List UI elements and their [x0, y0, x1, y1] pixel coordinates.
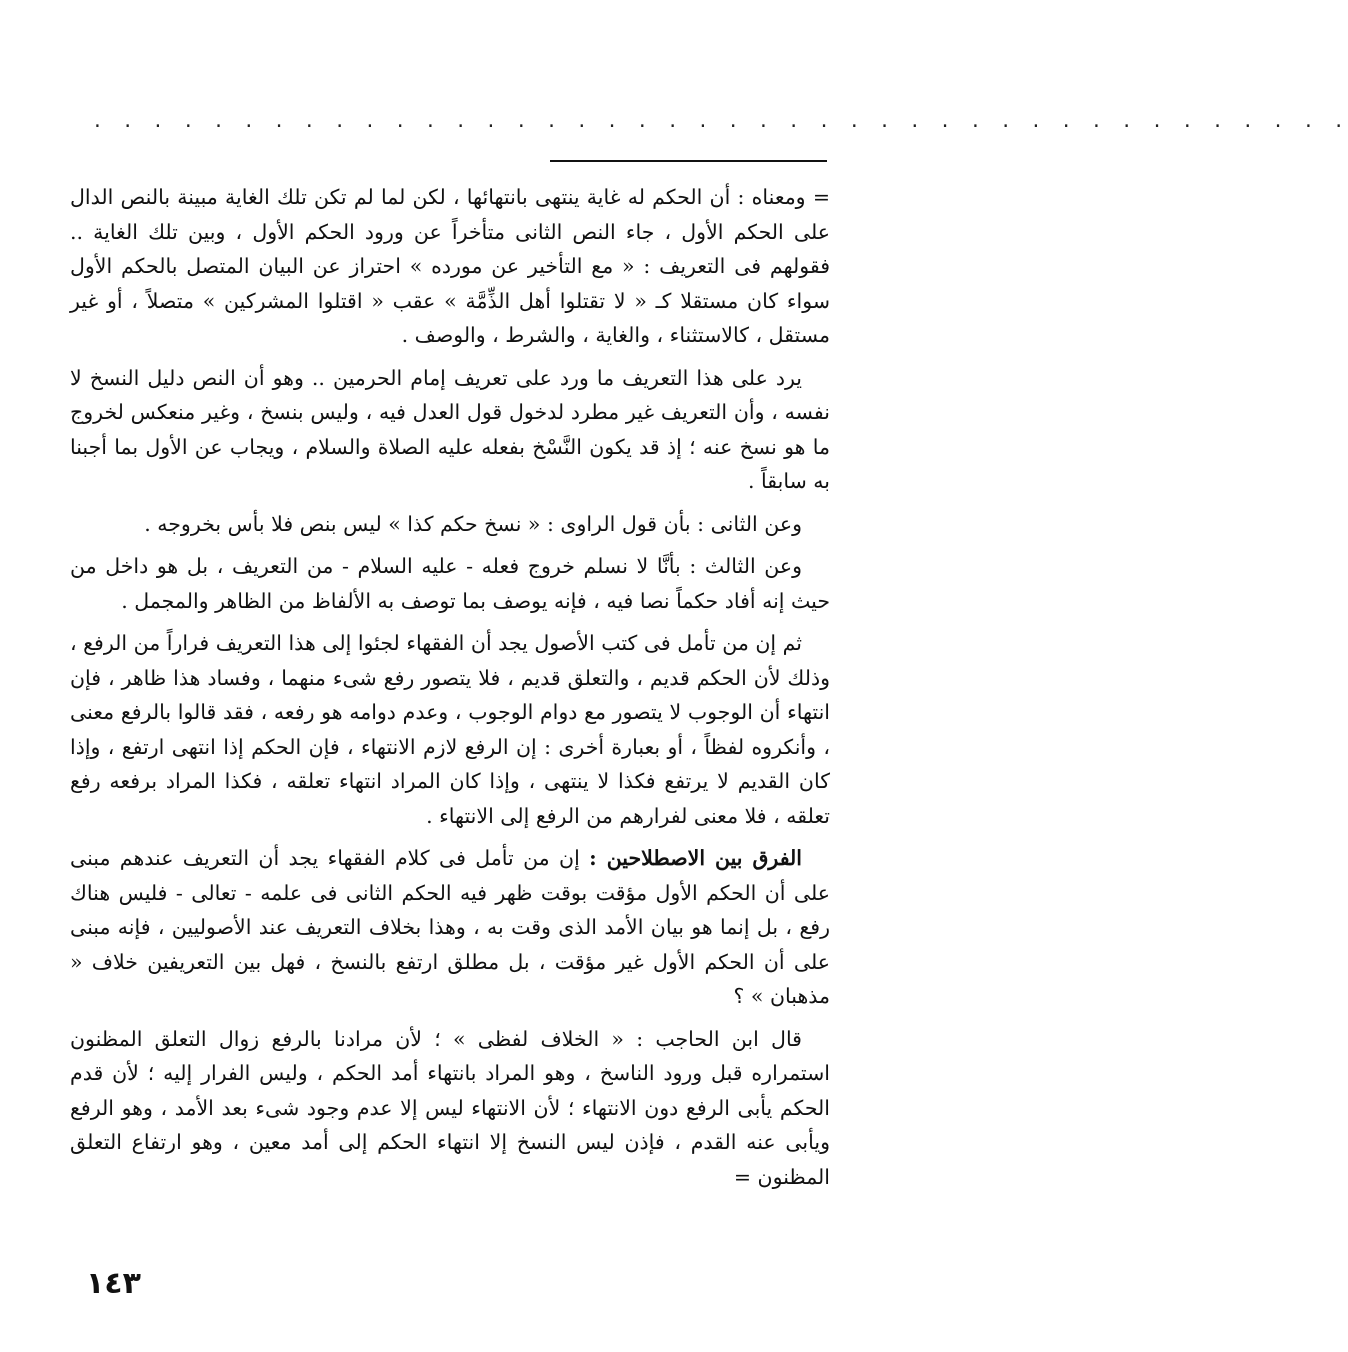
paragraph-text: = ومعناه : أن الحكم له غاية ينتهى بانتهائها ، لكن لما لم تكن تلك الغاية مبينة بالنص الدال على الحكم الأول ، جاء النص الثانى متأخراً عن ورود الحكم الأول ، وبين تلك الغاية .. فقولهم فى التعريف : « مع التأخير عن مورده » احتراز عن البيان المتصل بالحكم الأول سواء كان مستقلا كـ « لا تقتلوا أهل الذِّمَّة » عقب « اقتلوا المشركين » متصلاً ، أو غير مستقل ، كالاستثناء ، والغاية ، والشرط ، والوصف . [70, 185, 830, 347]
footnote-rule [550, 160, 827, 162]
paragraph-5 [70, 626, 830, 833]
separator-dots: . . . . . . . . . . . . . . . . . . . . . . . . . . . . . . . . . . . . . . . . . . [92, 111, 1348, 132]
paragraph-4 [70, 549, 830, 618]
paragraph-text: قال ابن الحاجب : « الخلاف لفظى » ؛ لأن مرادنا بالرفع زوال التعلق المظنون استمراره قبل ورود الناسخ ، وهو المراد بانتهاء أمد الحكم ، وليس الفرار إليه ؛ لأن قدم الحكم يأبى الرفع دون الانتهاء ؛ لأن الانتهاء ليس إلا عدم وجود شىء بعد الأمد ، وهو الرفع ويأبى عنه القدم ، فإذن ليس النسخ إلا انتهاء الحكم إلى أمد معين ، وهو ارتفاع التعلق المظنون = [70, 1026, 830, 1189]
paragraph-2 [70, 361, 830, 499]
page-number: ١٤٣ [86, 1266, 141, 1301]
paragraph-text: ثم إن من تأمل فى كتب الأصول يجد أن الفقهاء لجئوا إلى هذا التعريف فراراً من الرفع ، وذلك لأن الحكم قديم ، والتعلق قديم ، فلا يتصور رفع شىء منهما ، وفساد هذا ظاهر ، فإن انتهاء أن الوجوب لا يتصور مع دوام الوجوب ، وعدم دوامه هو رفعه ، فقد قالوا بالرفع معنى ، وأنكروه لفظاً ، أو بعبارة أخرى : إن الرفع لازم الانتهاء ، فإن الحكم إذا انتهى ارتفع ، وإذا كان القديم لا يرتفع فكذا لا ينتهى ، وإذا كان المراد انتهاء تعلقه ، فكذا المراد برفعه رفع تعلقه ، فلا معنى لفرارهم من الرفع إلى الانتهاء . [70, 631, 830, 828]
paragraph-7 [70, 1022, 830, 1195]
paragraph-text: وعن الثانى : بأن قول الراوى : « نسخ حكم كذا » ليس بنص فلا بأس بخروجه . [144, 511, 802, 536]
paragraph-3 [70, 507, 830, 542]
paragraph-6 [70, 841, 830, 1014]
paragraph-text: إن من تأمل فى كلام الفقهاء يجد أن التعريف عندهم مبنى على أن الحكم الأول مؤقت بوقت ظهر فيه الحكم الثانى فى علمه - تعالى - فليس هناك رفع ، بل إنما هو بيان الأمد الذى وقت به ، وهذا بخلاف التعريف عند الأصوليين ، فإنه مبنى على أن الحكم الأول غير مؤقت ، بل مطلق ارتفع بالنسخ ، فهل بين التعريفين خلاف « مذهبان » ؟ [70, 846, 830, 1008]
paragraph-text: يرد على هذا التعريف ما ورد على تعريف إمام الحرمين .. وهو أن النص دليل النسخ لا نفسه ، وأن التعريف غير مطرد لدخول قول العدل فيه ، وليس بنسخ ، وغير منعكس لخروج ما هو نسخ عنه ؛ إذ قد يكون النَّسْخ بفعله عليه الصلاة والسلام ، ويجاب عن الأول بما أجبنا به سابقاً . [70, 365, 830, 493]
paragraph-text: وعن الثالث : بأنَّا لا نسلم خروج فعله - عليه السلام - من التعريف ، بل هو داخل من حيث إنه أفاد حكماً نصا فيه ، فإنه يوصف بما توصف به الألفاظ من الظاهر والمجمل . [70, 554, 830, 613]
section-heading: الفرق بين الاصطلاحين : [589, 846, 803, 870]
paragraph-1 [70, 180, 830, 353]
page-body [70, 180, 830, 1202]
